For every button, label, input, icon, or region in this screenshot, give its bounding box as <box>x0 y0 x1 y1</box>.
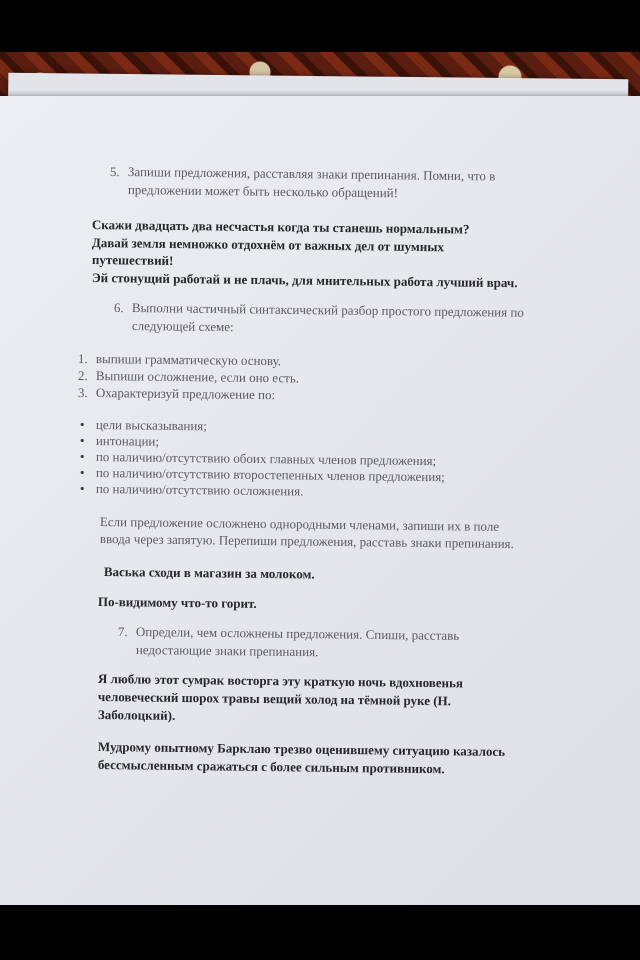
task6-bullet-1: • цели высказывания; <box>96 416 207 434</box>
task5-sentence-1: Скажи двадцать два несчастья когда ты станешь нормальным? <box>91 216 470 237</box>
task6-number: 6. <box>113 299 124 316</box>
task6-step-2-num: 2. <box>77 367 88 384</box>
task7-sentence-2-line1: Мудрому опытному Барклаю трезво оценившему ситуацию казалось <box>97 738 506 759</box>
task5-line2: предложении может быть несколько обращений! <box>127 181 399 201</box>
task6-sentence-2: По-видимому что-то горит. <box>97 593 257 611</box>
task7-line2: недостающие знаки препинания. <box>135 641 319 660</box>
task7-sentence-1-line1: Я люблю этот сумрак восторга эту краткую ночь вдохновенья <box>97 670 464 691</box>
task7-sentence-1-line3: Заболоцкий). <box>97 706 176 723</box>
task5-sentence-2: Давай земля немножко отдохнём от важных дел от шумных <box>91 234 444 255</box>
task7-sentence-1-line2: человеческий шорох травы вещий холод на тёмной руке (Н. <box>97 688 452 709</box>
task5-line1: Запиши предложения, расставляя знаки препинания. Помни, что в <box>127 163 496 184</box>
task5-number: 5. <box>109 163 120 180</box>
photo-dark-edge <box>0 905 640 960</box>
task5-sentence-3: путешествий! <box>91 251 174 268</box>
task5-sentence-4: Эй стонущий работай и не плачь, для мнительных работа лучший врач. <box>91 269 518 291</box>
task6-step-3: Охарактеризуй предложение по: <box>95 384 276 403</box>
task6-step-2: Выпиши осложнение, если оно есть. <box>95 367 300 386</box>
task6-step-1-num: 1. <box>77 350 88 367</box>
task6-line2: следующей схеме: <box>131 317 234 335</box>
task6-step-3-num: 3. <box>77 384 88 401</box>
task6-bullet-5: • по наличию/отсутствию осложнения. <box>96 480 304 500</box>
task6-bullet-3: • по наличию/отсутствию обоих главных членов предложения; <box>96 448 437 469</box>
task6-line1: Выполни частичный синтаксический разбор простого предложения по <box>131 299 524 320</box>
task6-step-1: выпиши грамматическую основу. <box>95 350 282 369</box>
task6-bullet-4: • по наличию/отсутствию второстепенных членов предложения; <box>96 464 445 485</box>
task6-note-1: Если предложение осложнено однородными членами, запиши их в поле <box>99 513 500 534</box>
task6-bullet-2: • интонации; <box>96 432 159 450</box>
task7-number: 7. <box>117 623 128 640</box>
task7-line1: Определи, чем осложнены предложения. Спиши, расставь <box>135 623 460 643</box>
task6-sentence-1: Васька сходи в магазин за молоком. <box>103 563 315 582</box>
task7-sentence-2-line2: бессмысленным сражаться с более сильным противником. <box>97 756 445 777</box>
task6-note-2: ввода через запятую. Перепиши предложения, расставь знаки препинания. <box>99 530 514 552</box>
